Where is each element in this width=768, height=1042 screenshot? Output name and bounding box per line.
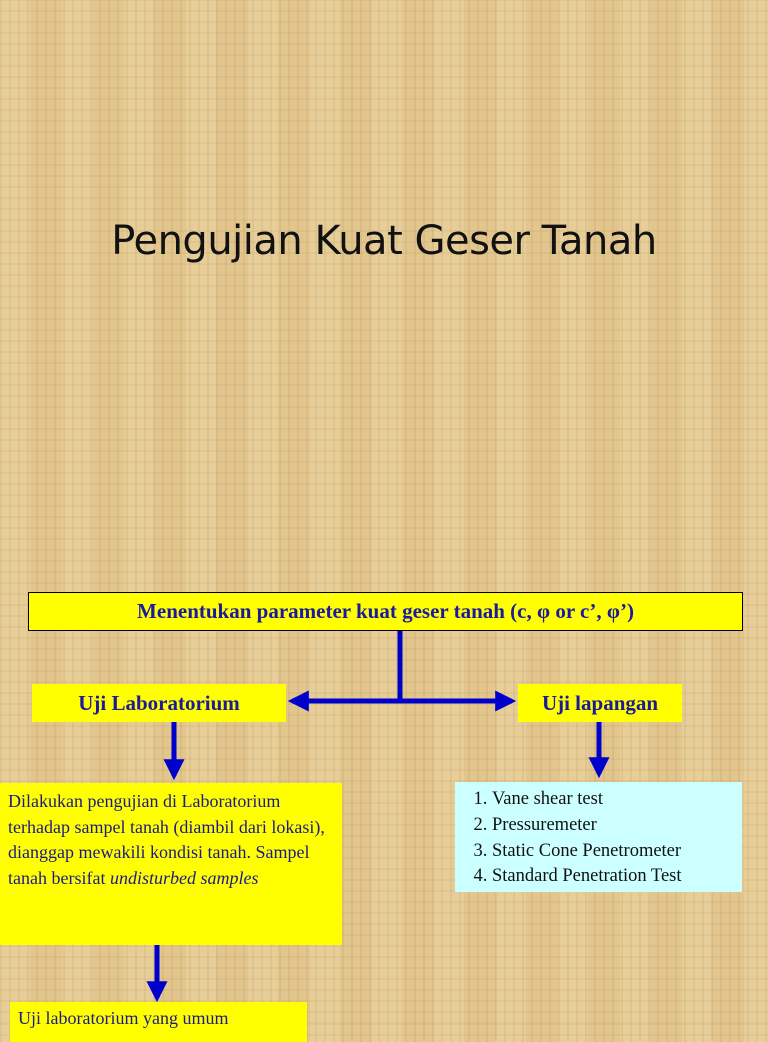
field-test-label: Uji lapangan: [541, 690, 659, 715]
field-test-item: 4. Standard Penetration Test: [492, 864, 736, 890]
field-test-item: 3. Static Cone Penetrometer: [492, 839, 736, 865]
field-test-item: 1. Vane shear test: [492, 787, 736, 813]
lab-description-italic: undisturbed samples: [109, 867, 259, 888]
lab-test-label: Uji Laboratorium: [78, 690, 240, 715]
common-lab-tests-label: Uji laboratorium yang umum: [18, 1008, 229, 1028]
slide-title: Pengujian Kuat Geser Tanah: [111, 218, 657, 264]
main-box-label: Menentukan parameter kuat geser tanah (c, φ or c’, φ’): [137, 599, 634, 623]
field-test-item: 2. Pressuremeter: [492, 813, 736, 839]
lab-description-text: Dilakukan pengujian di Laboratorium terhadap sampel tanah (diambil dari lokasi), dianggap mewakili kondisi tanah. Sampel tanah bersifat: [8, 791, 325, 888]
